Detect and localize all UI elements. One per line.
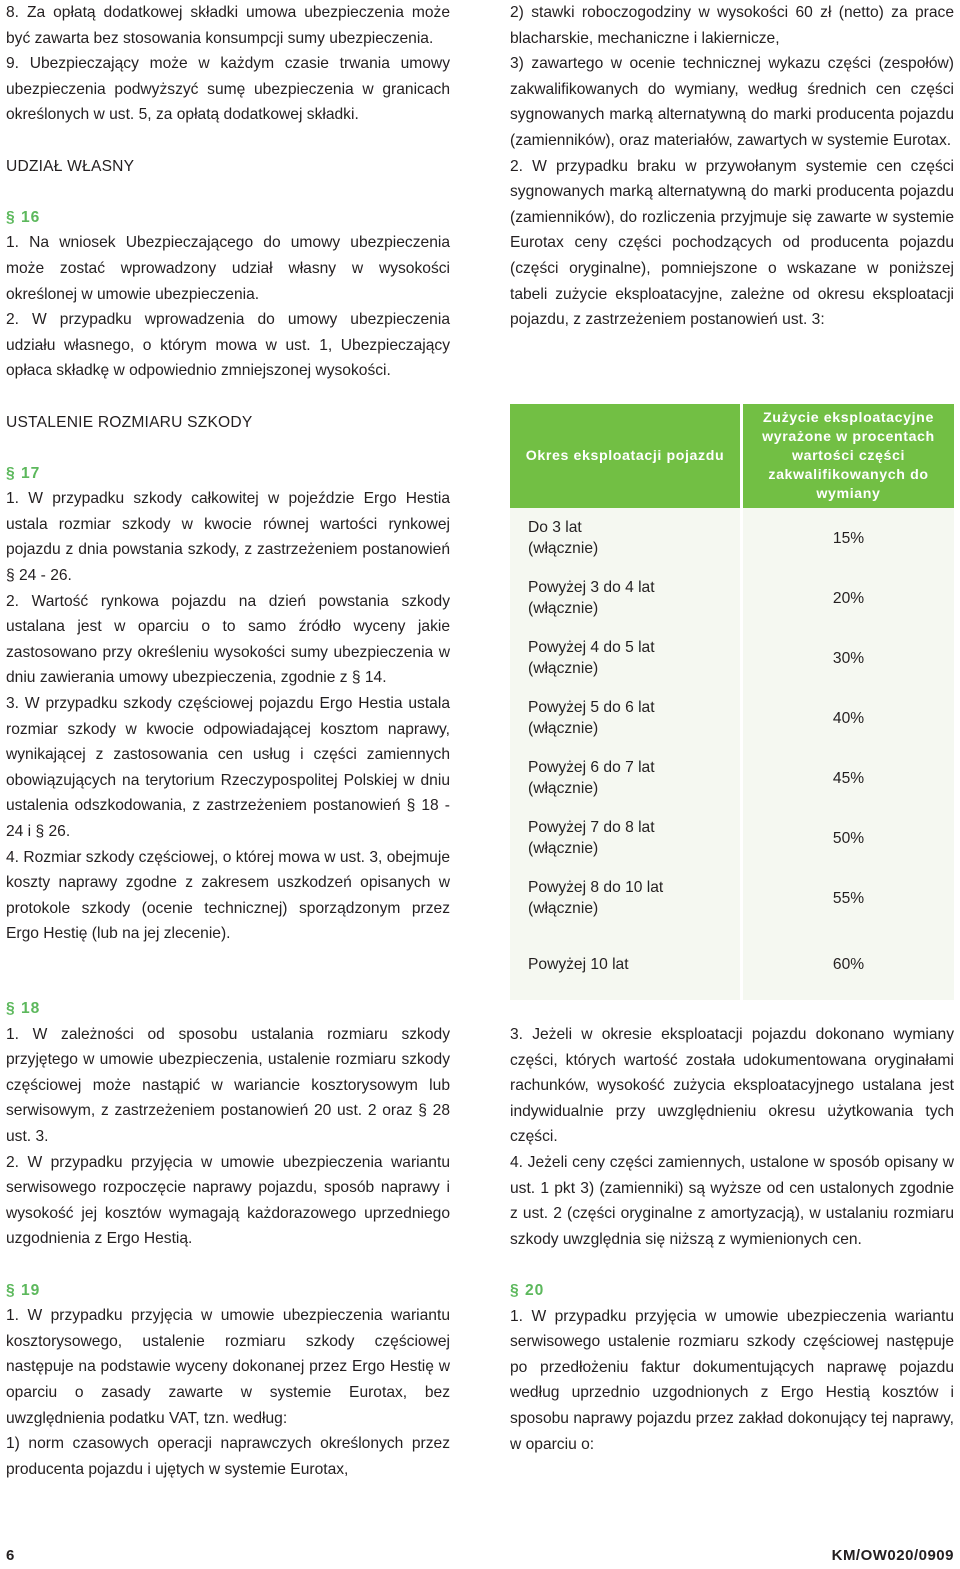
wear-table [510,404,954,1000]
wear-value: 40% [742,688,955,748]
table-row [510,808,954,868]
period-label: Powyżej 3 do 4 lat [528,579,655,596]
period-qualifier: (włącznie) [528,600,599,617]
period-cell [510,868,742,928]
table-row [510,748,954,808]
paragraph: 1. W przypadku szkody całkowitej w pojeździe Ergo Hestia ustala rozmiar szkody w kwocie równej wartości rynkowej pojazdu z dnia powstania szkody, z zastrzeżeniem postanowień § 24 - 26. [6,490,450,585]
right-column-bottom [510,1022,954,1457]
wear-value: 55% [742,868,955,928]
paragraph: 2. W przypadku braku w przywołanym systemie cen części sygnowanych marką alternatywną do marki producenta pojazdu (zamienników), do rozliczenia przyjmuje się zawarte w systemie Eurotax ceny części pochodzących od producenta pojazdu (części oryginalne), pomniejszone o wskazane w poniższej tabeli zużycie eksploatacyjne, zależne od okresu eksploatacji pojazdu, z zastrzeżeniem postanowień ust. 3: [510,157,954,329]
period-label: Powyżej 4 do 5 lat [528,639,655,656]
wear-value: 45% [742,748,955,808]
paragraph: 2) stawki roboczogodziny w wysokości 60 zł (netto) za prace blacharskie, mechaniczne i lakiernicze, [510,4,954,47]
section-number-16: § 16 [6,208,41,226]
table-row [510,868,954,928]
table-header-wear: Zużycie eksploatacyjne wyrażone w procentach wartości części zakwalifikowanych do wymiany [742,404,955,508]
table-header-row [510,404,954,508]
period-cell [510,628,742,688]
period-label: Powyżej 8 do 10 lat [528,879,664,896]
period-label: Powyżej 7 do 8 lat [528,819,655,836]
wear-value: 60% [742,928,955,1000]
table-header-period: Okres eksploatacji pojazdu [510,404,742,508]
period-cell [510,508,742,568]
document-code: KM/OW020/0909 [831,1547,954,1564]
wear-value: 15% [742,508,955,568]
paragraph: 2. W przypadku przyjęcia w umowie ubezpieczenia wariantu serwisowego rozpoczęcie naprawy pojazdu, sposób naprawy i wysokość jej kosztów wymagają każdorazowego uprzedniego uzgodnienia z Ergo Hestią. [6,1153,450,1248]
paragraph: 4. Jeżeli ceny części zamiennych, ustalone w sposób opisany w ust. 1 pkt 3) (zamienniki) są wyższe od cen ustalonych zgodnie z ust. 2 (części oryginalne z amortyzacją), w ustalaniu rozmiaru szkody uwzględnia się niższą z wymienionych cen. [510,1153,954,1248]
page-number: 6 [6,1547,15,1564]
section-number-19: § 19 [6,1281,41,1299]
paragraph: 3) zawartego w ocenie technicznej wykazu części (zespołów) zakwalifikowanych do wymiany, według średnich cen części sygnowanych marką alternatywną do marki producenta pojazdu (zamienników), oraz materiałów, zawartych w systemie Eurotax. [510,55,954,149]
period-label: Powyżej 6 do 7 lat [528,759,655,776]
paragraph: 3. Jeżeli w okresie eksploatacji pojazdu dokonano wymiany części, których wartość została udokumentowana oryginałami rachunków, wysokość zużycia eksploatacyjnego ustalana jest indywidualnie przy uwzględnieniu okresu użytkowania tych części. [510,1026,954,1146]
period-label: Do 3 lat [528,519,582,536]
paragraph: 2. W przypadku wprowadzenia do umowy ubezpieczenia udziału własnego, o którym mowa w ust. 1, Ubezpieczający opłaca składkę w odpowiednio zmniejszonej wysokości. [6,311,450,380]
wear-value: 50% [742,808,955,868]
paragraph: 1. Na wniosek Ubezpieczającego do umowy ubezpieczenia może zostać wprowadzony udział własny w wysokości określonej w umowie ubezpieczenia. [6,234,450,303]
table-row [510,628,954,688]
section-number-18: § 18 [6,1000,41,1017]
period-qualifier: (włącznie) [528,660,599,677]
section-heading-udzial: UDZIAŁ WŁASNY [6,157,135,175]
wear-value: 20% [742,568,955,628]
period-cell [510,688,742,748]
paragraph: 8. Za opłatą dodatkowej składki umowa ubezpieczenia może być zawarta bez stosowania konsumpcji sumy ubezpieczenia. [6,4,450,47]
period-label: Powyżej 5 do 6 lat [528,699,655,716]
paragraph: 1. W przypadku przyjęcia w umowie ubezpieczenia wariantu serwisowego ustalenie rozmiaru szkody częściowej następuje po przedłożeniu faktur dokumentujących naprawę pojazdu według uprzednio uzgodnionych z Ergo Hestią kosztów i sposobu naprawy pojazdu przez zakład dokonujący tej naprawy, w oparciu o: [510,1307,954,1453]
paragraph: 2. Wartość rynkowa pojazdu na dzień powstania szkody ustalana jest w oparciu o to samo źródło wyceny jakie zastosowano przy określeniu wysokości sumy ubezpieczenia w dniu zawierania umowy ubezpieczenia, zgodnie z § 14. [6,592,450,687]
period-label: Powyżej 10 lat [528,955,629,973]
paragraph: 9. Ubezpieczający może w każdym czasie trwania umowy ubezpieczenia podwyższyć sumę ubezpieczenia w granicach określonych w ust. 5, za opłatą dodatkowej składki. [6,55,450,124]
section-number-20: § 20 [510,1281,545,1299]
paragraph: 3. W przypadku szkody częściowej pojazdu Ergo Hestia ustala rozmiar szkody w kwocie odpowiadającej kosztom naprawy, wynikającej z zastosowania cen usług i części zamiennych obowiązujących na terytorium Rzeczypospolitej Polskiej w dniu ustalenia odszkodowania, z zastrzeżeniem postanowień § 18 - 24 i § 26. [6,695,450,840]
paragraph: 1. W przypadku przyjęcia w umowie ubezpieczenia wariantu kosztorysowego, ustalenie rozmiaru szkody częściowej następuje na podstawie wyceny dokonanej przez Ergo Hestię w oparciu o zasady zawarte w systemie Eurotax, bez uwzględnienia podatku VAT, tzn. według: [6,1307,450,1427]
period-cell [510,808,742,868]
period-qualifier: (włącznie) [528,780,599,797]
left-column-top [6,0,450,947]
period-qualifier: (włącznie) [528,900,599,917]
paragraph: 1) norm czasowych operacji naprawczych określonych przez producenta pojazdu i ujętych w systemie Eurotax, [6,1435,450,1478]
paragraph: 4. Rozmiar szkody częściowej, o której mowa w ust. 3, obejmuje koszty naprawy zgodne z zakresem uszkodzeń opisanych w protokole szkody (ocenie technicznej) sporządzonym przez Ergo Hestię (lub na jej zlecenie). [6,848,450,943]
right-column-top [510,0,954,333]
period-cell [510,928,742,1000]
left-column-bottom [6,996,450,1482]
period-cell [510,748,742,808]
period-qualifier: (włącznie) [528,720,599,737]
section-number-17: § 17 [6,464,41,482]
table-row [510,688,954,748]
wear-value: 30% [742,628,955,688]
period-qualifier: (włącznie) [528,840,599,857]
table-row [510,568,954,628]
period-qualifier: (włącznie) [528,540,599,557]
table-row [510,508,954,568]
paragraph: 1. W zależności od sposobu ustalania rozmiaru szkody przyjętego w umowie ubezpieczenia, ustalenie rozmiaru szkody częściowej może nastąpić w wariancie kosztorysowym lub serwisowym, z zastrzeżeniem postanowień 20 ust. 2 oraz § 28 ust. 3. [6,1025,450,1145]
table-row [510,928,954,1000]
section-heading-ustalenie: USTALENIE ROZMIARU SZKODY [6,413,253,431]
period-cell [510,568,742,628]
